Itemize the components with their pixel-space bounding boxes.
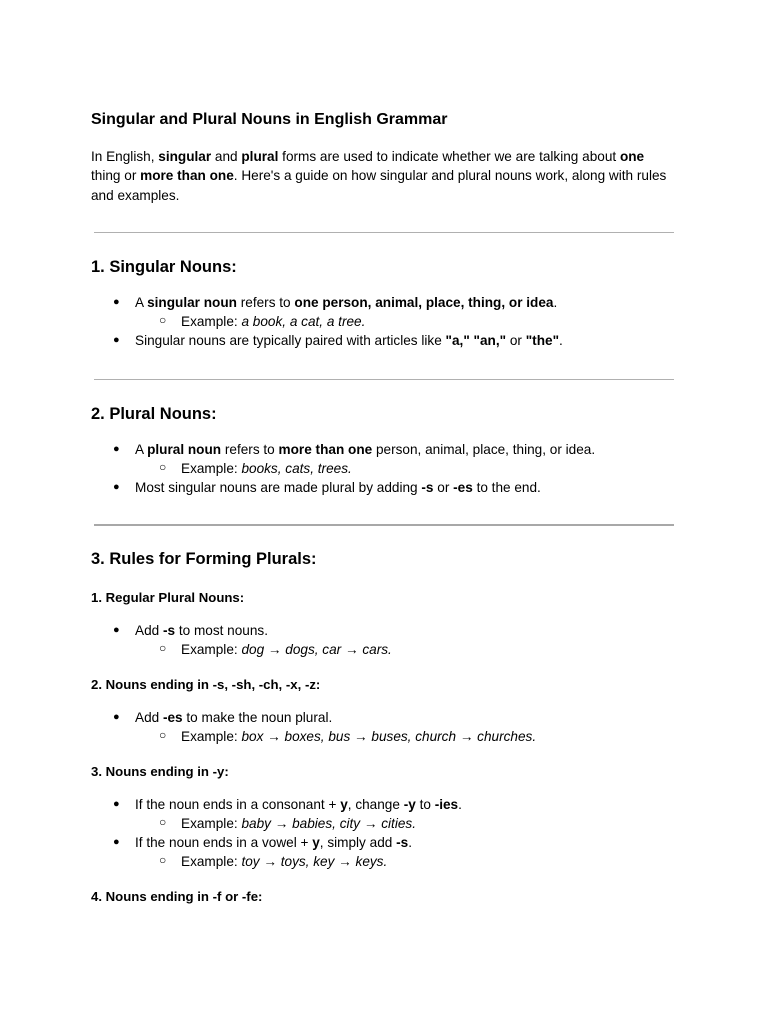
example-item <box>181 854 387 869</box>
horizontal-divider <box>94 232 674 233</box>
document-title: Singular and Plural Nouns in English Grammar <box>91 111 448 128</box>
list-item-bold: more than one <box>278 442 373 457</box>
example-label: Example: <box>181 314 242 329</box>
list-item-text: If the noun ends in a vowel + <box>135 835 313 850</box>
list-item-bold: plural noun <box>147 442 222 457</box>
example-label: Example: <box>181 642 242 657</box>
bullet-icon: ● <box>113 836 120 848</box>
sub-bullet-icon: ○ <box>159 815 167 829</box>
example-value: dog → dogs, car → cars. <box>241 642 392 657</box>
list-item-text: person, animal, place, thing, or idea. <box>372 442 596 457</box>
example-item <box>181 461 352 476</box>
intro-text: forms are used to indicate whether we are talking about <box>278 149 620 164</box>
list-item-bold: -s <box>421 480 434 495</box>
example-value: books, cats, trees. <box>241 461 352 476</box>
list-item-bold: "a," "an," <box>445 333 507 348</box>
bullet-icon: ● <box>113 624 120 636</box>
list-item-text: Add <box>135 623 163 638</box>
section-heading-plural-nouns: 2. Plural Nouns: <box>91 405 217 423</box>
list-item-text: to make the noun plural. <box>182 710 333 725</box>
example-label: Example: <box>181 729 242 744</box>
list-item-text: If the noun ends in a consonant + <box>135 797 341 812</box>
intro-bold-singular: singular <box>158 149 212 164</box>
list-item-bold: one person, animal, place, thing, or idea <box>294 295 554 310</box>
list-item-bold: -y <box>403 797 416 812</box>
list-item-text: . <box>559 333 563 348</box>
list-item-text: A <box>135 442 148 457</box>
list-item-bold: -s <box>162 623 176 638</box>
example-item <box>181 816 416 831</box>
bullet-icon: ● <box>113 798 120 810</box>
bullet-icon: ● <box>113 481 120 493</box>
horizontal-divider <box>94 524 674 526</box>
list-item <box>135 333 563 348</box>
intro-text: and <box>211 149 242 164</box>
list-item <box>135 797 462 812</box>
list-item <box>135 442 595 457</box>
example-item <box>181 642 392 657</box>
intro-paragraph <box>91 147 691 205</box>
intro-text: and examples. <box>91 187 180 203</box>
list-item-bold: -ies <box>434 797 459 812</box>
list-item-text: or <box>506 333 526 348</box>
sub-bullet-icon: ○ <box>159 460 167 474</box>
list-item-text: refers to <box>221 442 279 457</box>
intro-text: . Here's a guide on how singular and plural nouns work, along with rules <box>233 168 667 184</box>
list-item-text: to the end. <box>472 480 541 495</box>
sub-bullet-icon: ○ <box>159 313 167 327</box>
example-label: Example: <box>181 461 242 476</box>
intro-bold-plural: plural <box>241 149 279 164</box>
list-item-text: to most nouns. <box>175 623 269 638</box>
bullet-icon: ● <box>113 443 120 455</box>
section-heading-singular-nouns: 1. Singular Nouns: <box>91 258 237 276</box>
bullet-icon: ● <box>113 711 120 723</box>
list-item <box>135 835 412 850</box>
example-label: Example: <box>181 816 242 831</box>
list-item-text: Most singular nouns are made plural by adding <box>135 480 422 495</box>
sub-bullet-icon: ○ <box>159 641 167 655</box>
sub-bullet-icon: ○ <box>159 853 167 867</box>
list-item-text: Add <box>135 710 163 725</box>
list-item-text: . <box>458 797 462 812</box>
list-item-text: A <box>135 295 148 310</box>
rule-heading-regular-plurals: 1. Regular Plural Nouns: <box>91 590 245 605</box>
list-item-text: refers to <box>236 295 295 310</box>
sub-bullet-icon: ○ <box>159 728 167 742</box>
horizontal-divider <box>94 379 674 380</box>
list-item <box>135 710 332 725</box>
example-label: Example: <box>181 854 242 869</box>
intro-text: thing or <box>91 168 141 184</box>
rule-heading-ending-y: 3. Nouns ending in -y: <box>91 764 229 779</box>
example-value: baby → babies, city → cities. <box>241 816 416 831</box>
rule-heading-ending-f-fe: 4. Nouns ending in -f or -fe: <box>91 889 263 904</box>
list-item-bold: y <box>340 797 348 812</box>
list-item-text: to <box>415 797 435 812</box>
bullet-icon: ● <box>113 334 120 346</box>
intro-text: In English, <box>91 149 159 164</box>
example-value: toy → toys, key → keys. <box>241 854 388 869</box>
list-item <box>135 623 268 638</box>
list-item-bold: "the" <box>525 333 560 348</box>
list-item-text: . <box>553 295 558 310</box>
list-item-text: , change <box>347 797 404 812</box>
example-item <box>181 729 536 744</box>
example-value: a book, a cat, a tree. <box>241 314 366 329</box>
list-item-bold: -s <box>396 835 409 850</box>
list-item-text: Singular nouns are typically paired with articles like <box>135 333 446 348</box>
list-item-bold: -es <box>453 480 473 495</box>
list-item-bold: y <box>312 835 320 850</box>
list-item-text: , simply add <box>319 835 397 850</box>
bullet-icon: ● <box>113 296 120 308</box>
intro-bold-one: one <box>619 149 645 164</box>
list-item-text: . <box>408 835 412 850</box>
rule-heading-s-sh-ch-x-z: 2. Nouns ending in -s, -sh, -ch, -x, -z: <box>91 677 321 692</box>
list-item-text: or <box>433 480 454 495</box>
example-value: box → boxes, bus → buses, church → churches. <box>241 729 537 744</box>
section-heading-rules-forming-plurals: 3. Rules for Forming Plurals: <box>91 550 317 568</box>
list-item <box>135 295 557 310</box>
list-item-bold: singular noun <box>147 295 237 310</box>
list-item <box>135 480 541 495</box>
list-item-bold: -es <box>162 710 183 725</box>
example-item <box>181 314 365 329</box>
intro-bold-more-than-one: more than one <box>140 168 234 184</box>
